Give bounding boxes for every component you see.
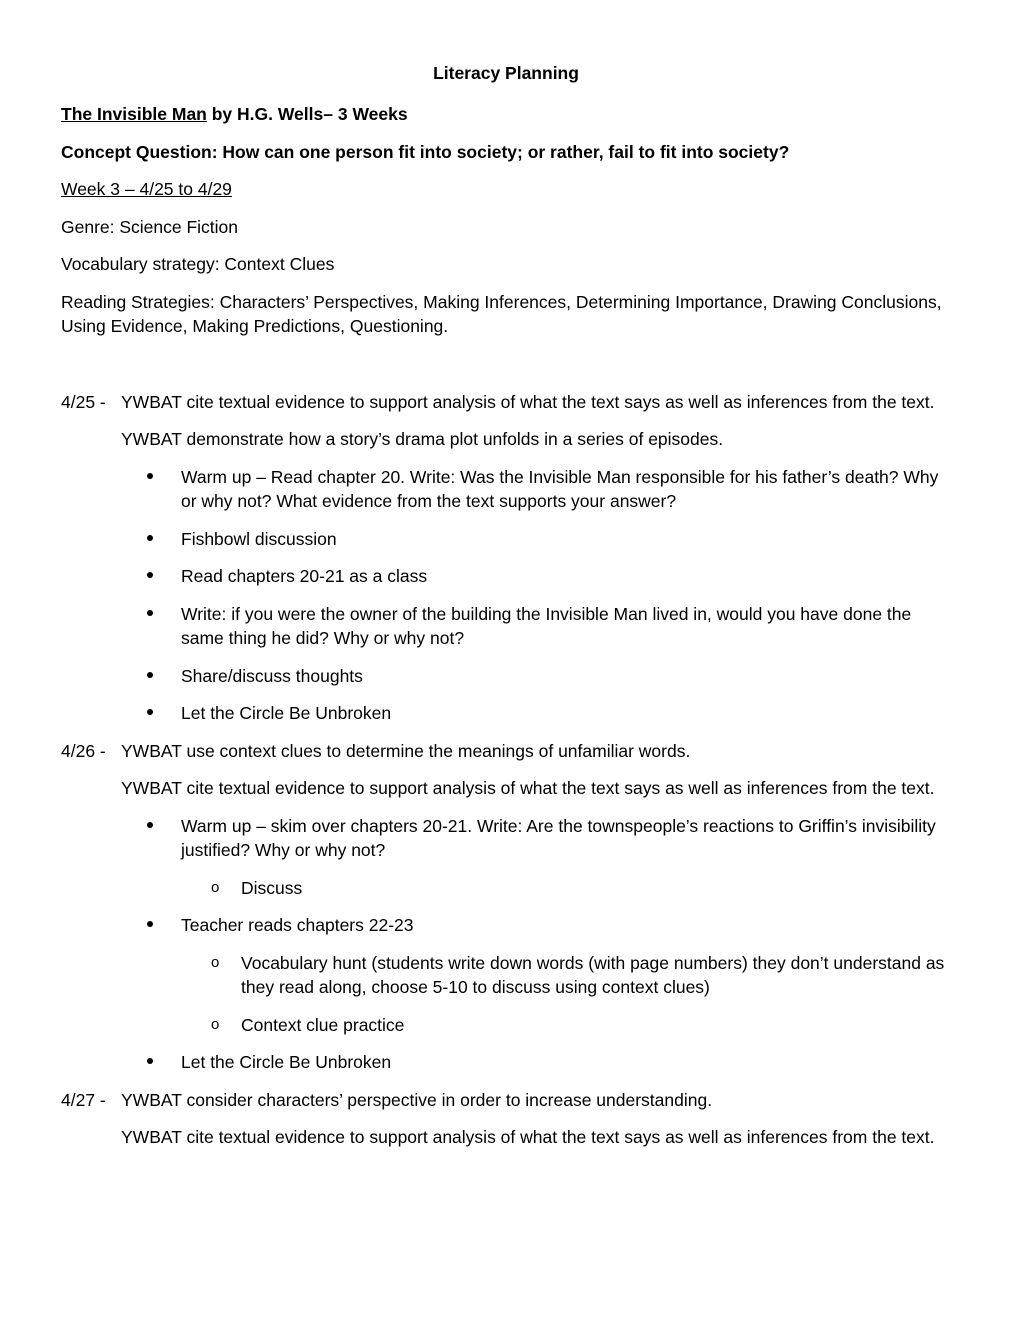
day-block-0425: [61, 390, 951, 726]
day-label: 4/27 -: [61, 1089, 106, 1110]
spacer: [61, 352, 951, 390]
concept-question: Concept Question: How can one person fit into society; or rather, fail to fit into society?: [61, 141, 790, 162]
sub-list-item-text: Discuss: [241, 877, 303, 898]
day-block-0427: [61, 1088, 951, 1150]
sub-list: [121, 951, 951, 1038]
list-item: [121, 1050, 951, 1075]
objective: YWBAT cite textual evidence to support analysis of what the text says as well as inferences from the text.: [121, 1127, 935, 1147]
list-item-text: Teacher reads chapters 22-23: [181, 915, 414, 935]
bullet-icon: [145, 465, 155, 490]
list-item-text: Warm up – Read chapter 20. Write: Was the Invisible Man responsible for his father’s death? Why or why not? What evidence from the text supports your answer?: [181, 466, 939, 511]
circle-bullet-icon: o: [211, 878, 220, 896]
objective: YWBAT use context clues to determine the meanings of unfamiliar words.: [121, 740, 691, 761]
objective: YWBAT cite textual evidence to support analysis of what the text says as well as inferences from the text.: [121, 391, 935, 412]
list-item-text: Warm up – skim over chapters 20-21. Write: Are the townspeople’s reactions to Griffin’s invisibility justified? Why or why not?: [181, 815, 936, 860]
genre: Genre: Science Fiction: [61, 216, 239, 237]
bullet-icon: [145, 814, 155, 839]
list-item-text: Share/discuss thoughts: [181, 665, 363, 686]
bullet-icon: [145, 664, 155, 689]
list-item-text: Let the Circle Be Unbroken: [181, 703, 392, 723]
document-page: [61, 61, 951, 1163]
bullet-icon: [145, 602, 155, 627]
book-line: [61, 102, 951, 127]
bullet-icon: [145, 527, 155, 552]
list-item-text: Read chapters 20-21 as a class: [181, 566, 428, 586]
bullet-icon: [145, 564, 155, 589]
objective: YWBAT cite textual evidence to support analysis of what the text says as well as inferences from the text.: [121, 778, 935, 798]
objective: YWBAT consider characters’ perspective in order to increase understanding.: [121, 1089, 713, 1110]
page-title: Literacy Planning: [433, 63, 579, 83]
sub-list-item-text: Context clue practice: [241, 1014, 405, 1035]
bullet-icon: [145, 701, 155, 726]
book-author-duration: by H.G. Wells– 3 Weeks: [206, 104, 408, 124]
list-item-text: Fishbowl discussion: [181, 528, 337, 549]
week-heading: Week 3 – 4/25 to 4/29: [61, 179, 232, 199]
list-item-text: Let the Circle Be Unbroken: [181, 1052, 392, 1072]
list-item: [121, 814, 951, 901]
sub-list-item-text: Vocabulary hunt (students write down words (with page numbers) they don’t understand as they read along, choose 5-10 to discuss using context clues): [241, 952, 945, 997]
circle-bullet-icon: o: [211, 953, 220, 971]
vocabulary-strategy: Vocabulary strategy: Context Clues: [61, 254, 335, 274]
list-item: [121, 664, 951, 689]
sub-list-item: [121, 951, 951, 1000]
circle-bullet-icon: o: [211, 1015, 220, 1033]
day-label: 4/26 -: [61, 740, 106, 761]
list-item: [121, 465, 951, 514]
list-item: [121, 564, 951, 589]
day-label: 4/25 -: [61, 391, 106, 412]
activity-list: [121, 465, 951, 726]
list-item-text: Write: if you were the owner of the building the Invisible Man lived in, would you have done the same thing he did? Why or why not?: [181, 603, 912, 648]
reading-strategies: Reading Strategies: Characters’ Perspectives, Making Inferences, Determining Importance, Drawing Conclusions, Using Evidence, Making Predictions, Questioning.: [61, 291, 942, 336]
bullet-icon: [145, 913, 155, 938]
activity-list: [121, 814, 951, 1075]
sub-list-item: [121, 1013, 951, 1038]
sub-list-item: [121, 876, 951, 901]
bullet-icon: [145, 1050, 155, 1075]
list-item: [121, 527, 951, 552]
list-item: [121, 913, 951, 1037]
book-title: The Invisible Man: [61, 104, 207, 124]
list-item: [121, 602, 951, 651]
objective: YWBAT demonstrate how a story’s drama plot unfolds in a series of episodes.: [121, 429, 724, 449]
day-block-0426: [61, 739, 951, 1075]
sub-list: [121, 876, 951, 901]
list-item: [121, 701, 951, 726]
